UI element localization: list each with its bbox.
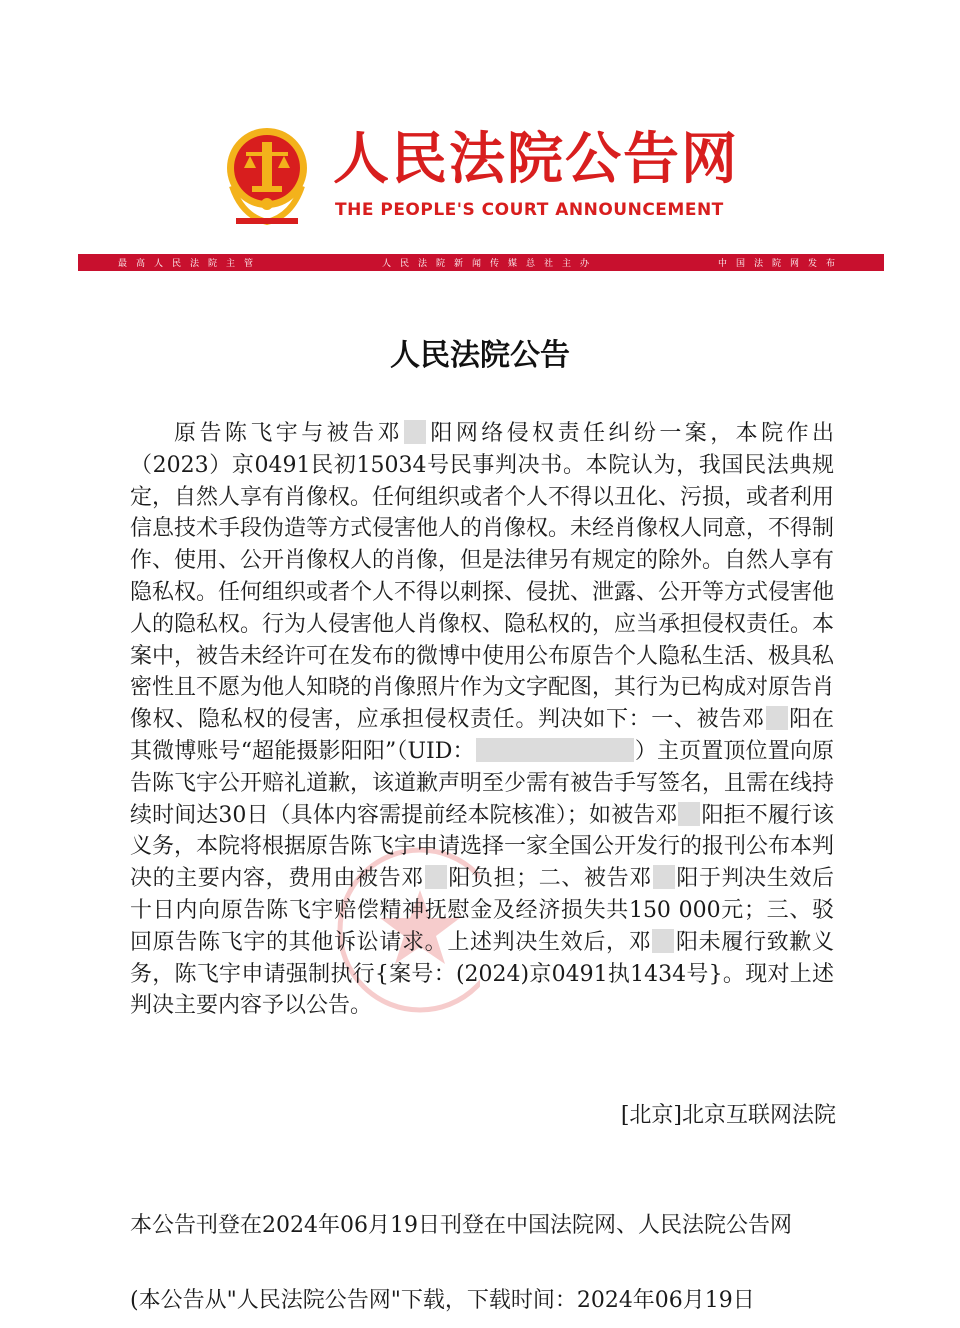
redacted-name xyxy=(766,706,788,730)
body-segment: 阳网络侵权责任纠纷一案，本院作出（2023）京0491民初15034号民事判决书。本院认为，我国民法典规定，自然人享有肖像权。任何组织或者个人不得以丑化、污损，或者利用信息技术手段伪造等方式侵害他人的肖像权。未经肖像权人同意，不得制作、使用、公开肖像权人的肖像，但是法律另有规定的除外。自然人享有隐私权。任何组织或者个人不得以刺探、侵扰、泄露、公开等方式侵害他人的隐私权。行为人侵害他人肖像权、隐私权的，应当承担侵权责任。本案中，被告未经许可在发布的微博中使用公布原告个人隐私生活、极具私密性且不愿为他人知晓的肖像照片作为文字配图，其行为已构成对原告肖像权、隐私权的侵害，应承担侵权责任。判决如下：一、被告邓 xyxy=(130,421,835,733)
notice-title: 人民法院公告 xyxy=(390,338,570,373)
court-signature: [北京]北京互联网法院 xyxy=(620,1103,836,1128)
banner-text-publisher: 中国法院网发布 xyxy=(717,259,844,269)
body-segment: ）主页置顶位置向原告陈飞宇公开赔礼道歉，该道歉声明至少需有被告手写签名，且需在线持续时间达30日（具体内容需提前经本院核准）；如被告邓 xyxy=(130,738,835,828)
redacted-name xyxy=(652,929,674,953)
redacted-name xyxy=(678,802,700,826)
body-segment: 阳负担；二、被告邓 xyxy=(447,866,652,892)
header-banner xyxy=(78,254,884,271)
banner-text-organizer: 人民法院新闻传媒总社主办 xyxy=(381,259,598,269)
banner-text-supervisor: 最高人民法院主管 xyxy=(118,259,263,269)
redacted-name xyxy=(653,865,675,889)
notice-paragraph xyxy=(130,418,834,1022)
redacted-uid xyxy=(476,738,634,762)
court-emblem-icon xyxy=(222,126,312,228)
redacted-name xyxy=(404,420,426,444)
body-segment: 阳在其微博账号“超能摄影阳阳”（UID： xyxy=(130,707,834,764)
site-subtitle: THE PEOPLE'S COURT ANNOUNCEMENT xyxy=(335,200,724,220)
notice-body xyxy=(130,418,834,1022)
body-segment: 阳于判决生效后十日内向原告陈飞宇赔偿精神抚慰金及经济损失共150 000元；三、驳回原告陈飞宇的其他诉讼请求。上述判决生效后，邓 xyxy=(130,866,834,955)
site-title: 人民法院公告网 xyxy=(333,127,739,192)
redacted-name xyxy=(425,865,447,889)
download-note: (本公告从"人民法院公告网"下载，下载时间：2024年06月19日 xyxy=(130,1288,755,1313)
page-header xyxy=(0,0,960,280)
body-segment: 阳未履行致歉义务，陈飞宇申请强制执行{案号：(2024)京0491执1434号}。现对上述判决主要内容予以公告。 xyxy=(130,929,834,1019)
body-segment: 阳拒不履行该义务，本院将根据原告陈飞宇申请选择一家全国公开发行的报刊公布本判决的主要内容，费用由被告邓 xyxy=(130,802,835,892)
bottom-fade xyxy=(780,1278,960,1328)
body-segment: 原告陈飞宇与被告邓 xyxy=(174,421,403,446)
publish-note: 本公告刊登在2024年06月19日刊登在中国法院网、人民法院公告网 xyxy=(130,1213,792,1238)
